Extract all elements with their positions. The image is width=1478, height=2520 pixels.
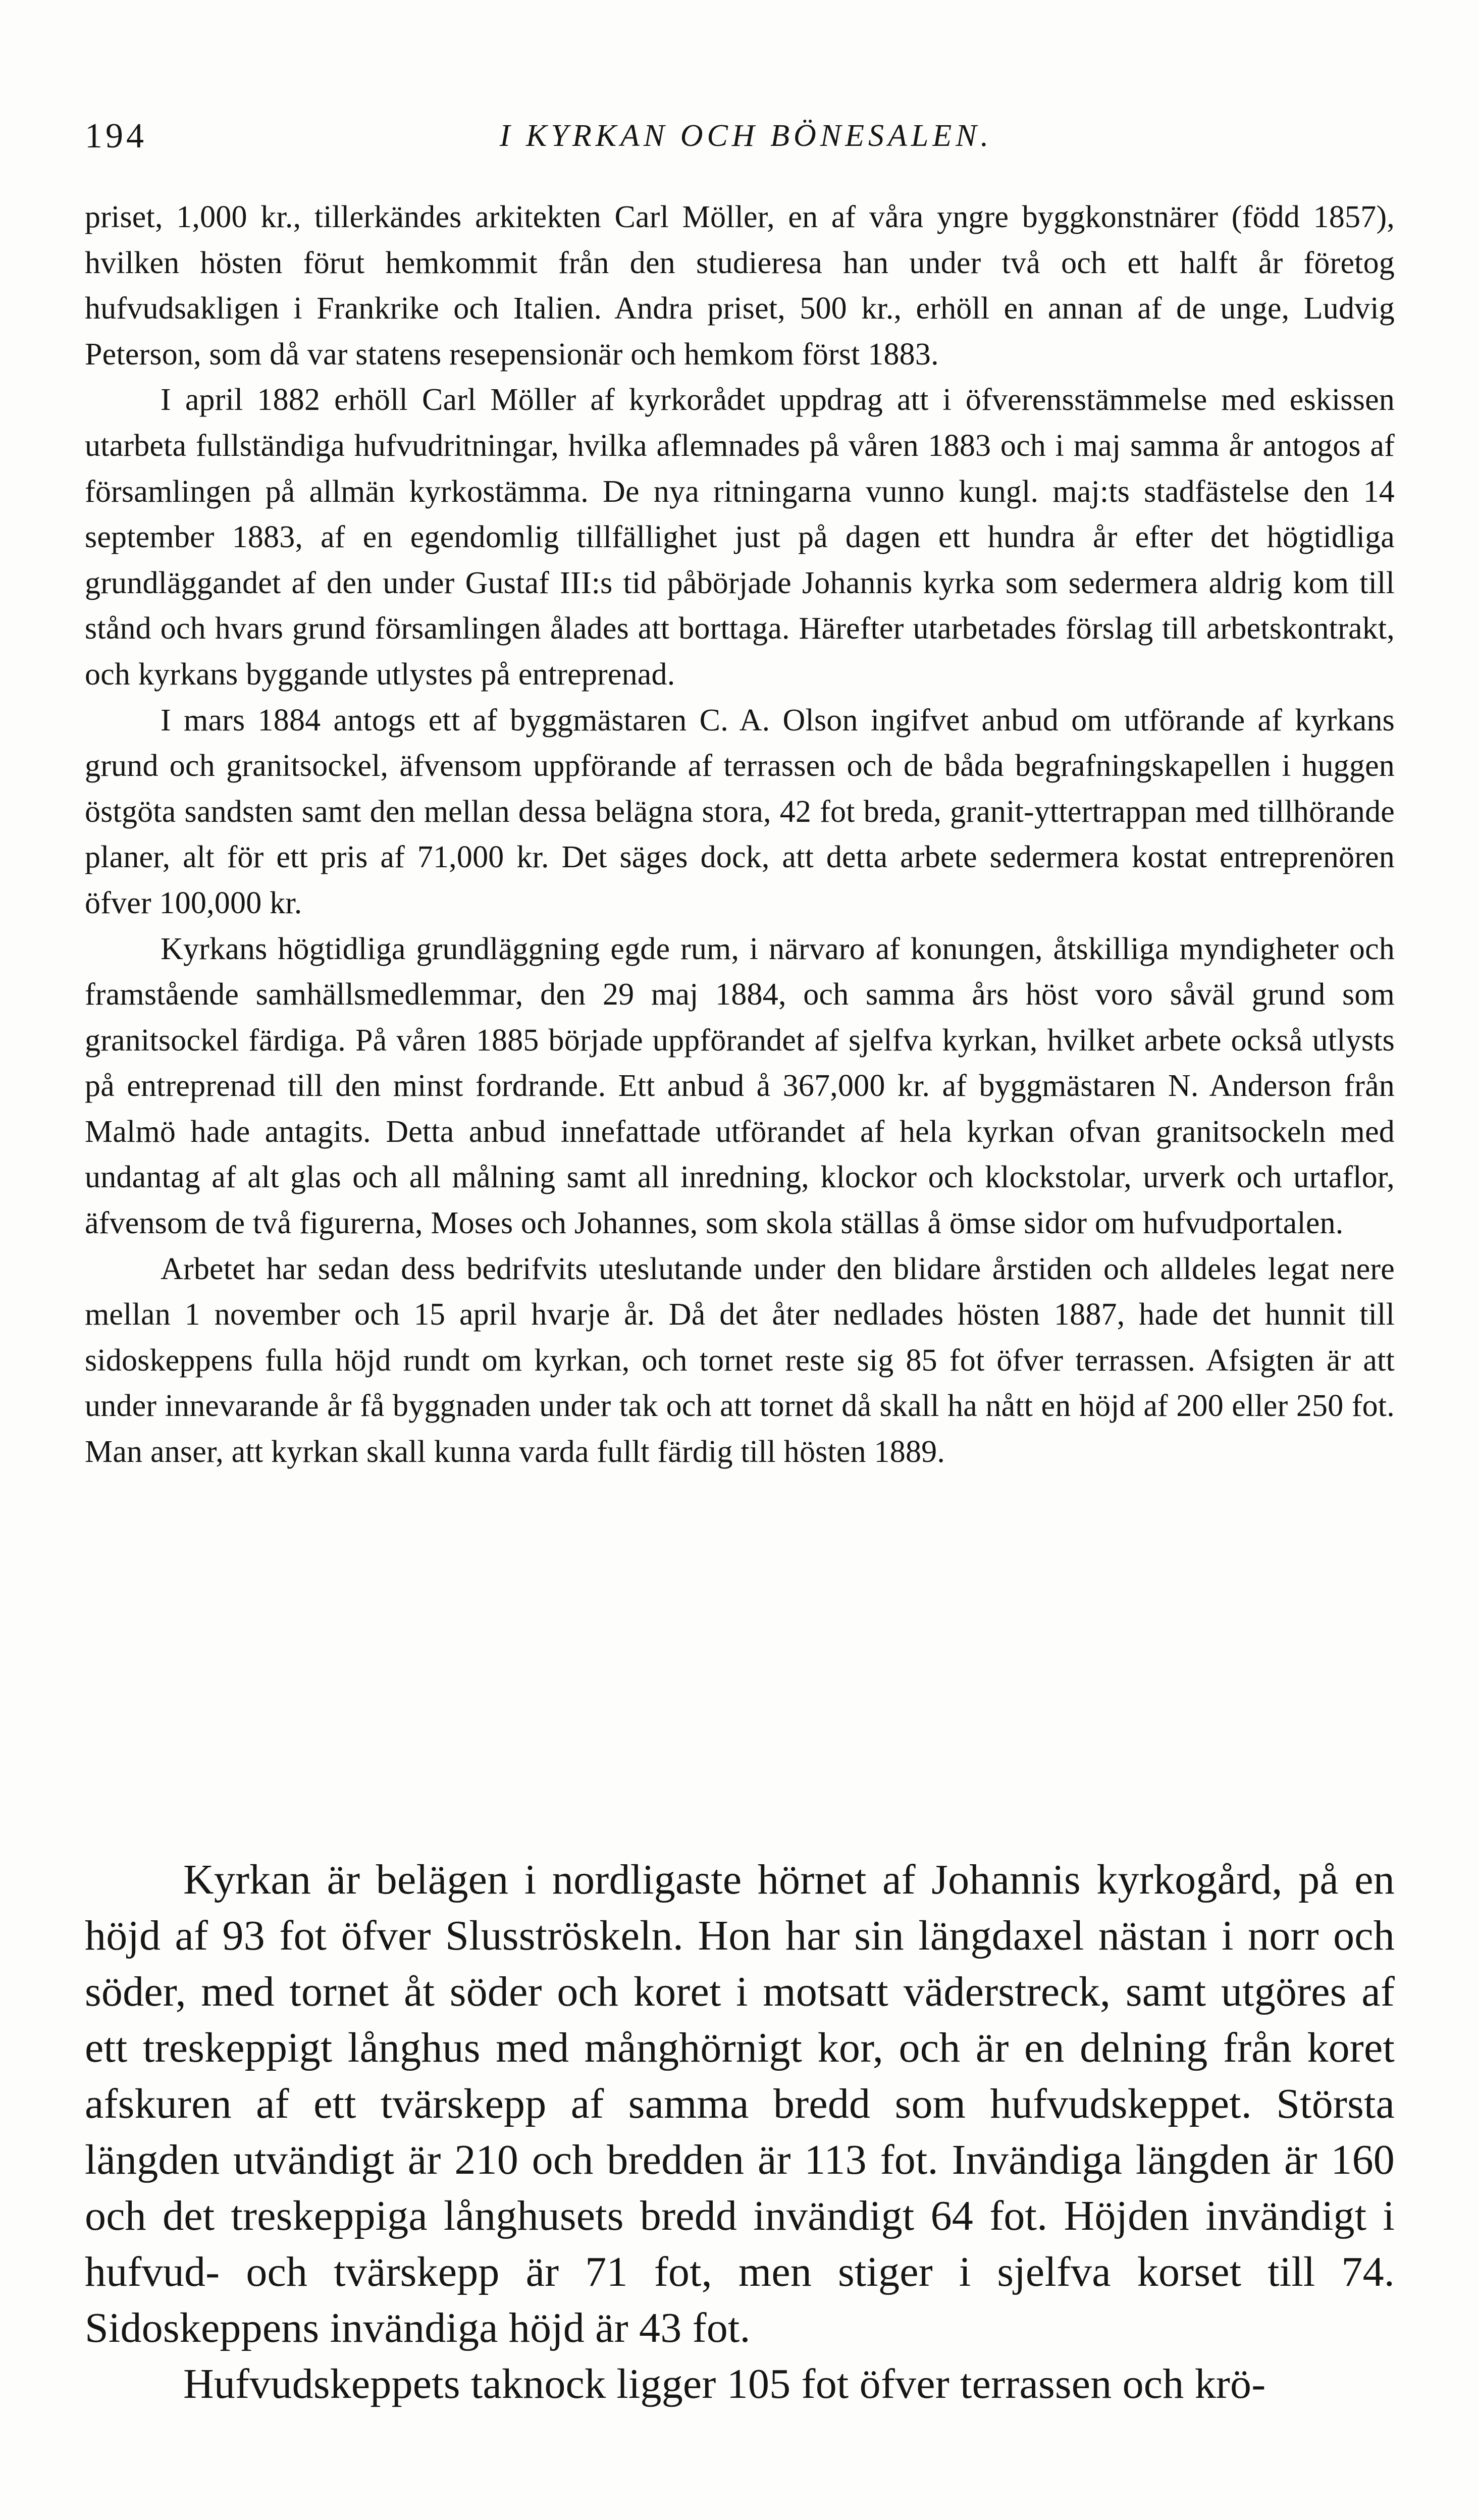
paragraph-construction-progress: Arbetet har sedan dess bedrifvits uteslutande under den blidare årstiden och alldeles legat nere mellan 1 november och 15 april hvarje år. Då det åter nedlades hösten 1887, hade det hunnit till sidoskeppens fulla höjd rundt om kyrkan, och tornet reste sig 85 fot öfver terrassen. Afsigten är att under innevarande år få byggnaden under tak och att tornet då skall ha nått en höjd af 200 eller 250 fot. Man anser, att kyrkan skall kunna varda fullt färdig till hösten 1889. bbox=[85, 1251, 1395, 1469]
paragraph-prize-award: priset, 1,000 kr., tillerkändes arkitekten Carl Möller, en af våra yngre byggkonstnärer (född 1857), hvilken hösten förut hemkommit från den studieresa han under två och ett halft år företog hufvudsakligen i Frankrike och Italien. Andra priset, 500 kr., erhöll en annan af de unge, Ludvig Peterson, som då var statens resepensionär och hemkom först 1883. bbox=[85, 200, 1395, 372]
paragraph-church-location: Kyrkan är belägen i nordligaste hörnet af Johannis kyrkogård, på en höjd af 93 fot öfver Slusströskeln. Hon har sin längdaxel nästan i norr och söder, med tornet åt söder och koret i motsatt väderstreck, samt utgöres af ett treskeppigt långhus med månghörnigt kor, och är en delning från koret afskuren af ett tvärskepp af samma bredd som hufvudskeppet. Största längden utvändigt är 210 och bredden är 113 fot. Invändiga längden är 160 och det treskeppiga långhusets bredd invändigt 64 fot. Höjden invändigt i hufvud- och tvärskepp är 71 fot, men stiger i sjelfva korset till 74. Sidoskeppens invändiga höjd är 43 fot. bbox=[85, 1856, 1395, 2351]
page-header bbox=[85, 116, 1407, 162]
paragraph-foundation-contract: I mars 1884 antogs ett af byggmästaren C. A. Olson ingifvet anbud om utförande af kyrkans grund och granitsockel, äfvensom uppförande af terrassen och de båda begrafningskapellen i huggen östgöta sandsten samt den mellan dessa belägna stora, 42 fot breda, granit-yttertrappan med tillhörande planer, alt för ett pris af 71,000 kr. Det säges dock, att detta arbete sedermera kostat entreprenören öfver 100,000 kr. bbox=[85, 703, 1395, 920]
body-text-large-print bbox=[85, 1852, 1395, 2412]
running-head: I KYRKAN OCH BÖNESALEN. bbox=[499, 119, 993, 153]
paragraph-roof-ridge: Hufvudskeppets taknock ligger 105 fot öfver terrassen och krö- bbox=[183, 2360, 1266, 2407]
body-text-small-print bbox=[85, 194, 1395, 1475]
paragraph-foundation-ceremony: Kyrkans högtidliga grundläggning egde rum, i närvaro af konungen, åtskilliga myndigheter och framstående samhällsmedlemmar, den 29 maj 1884, och samma års höst voro såväl grund som granitsockel färdiga. På våren 1885 började uppförandet af sjelfva kyrkan, hvilket arbete också utlysts på entreprenad till den minst fordrande. Ett anbud å 367,000 kr. af byggmästaren N. Anderson från Malmö hade antagits. Detta anbud innefattade utförandet af hela kyrkan ofvan granitsockeln med undantag af alt glas och all målning samt all inredning, klockor och klockstolar, urverk och urtaflor, äfvensom de två figurerna, Moses och Johannes, som skola ställas å ömse sidor om hufvudportalen. bbox=[85, 931, 1395, 1241]
paragraph-drawings-commission: I april 1882 erhöll Carl Möller af kyrkorådet uppdrag att i öfverensstämmelse med eskissen utarbeta fullständiga hufvudritningar, hvilka aflemnades på våren 1883 och i maj samma år antogos af församlingen på allmän kyrkostämma. De nya ritningarna vunno kungl. maj:ts stadfästelse den 14 september 1883, af en egendomlig tillfällighet just på dagen ett hundra år efter det högtidliga grundläggandet af den under Gustaf III:s tid påbörjade Johannis kyrka som sedermera aldrig kom till stånd och hvars grund församlingen ålades att borttaga. Härefter utarbetades förslag till arbetskontrakt, och kyrkans byggande utlystes på entreprenad. bbox=[85, 383, 1395, 692]
page-number: 194 bbox=[85, 117, 147, 155]
